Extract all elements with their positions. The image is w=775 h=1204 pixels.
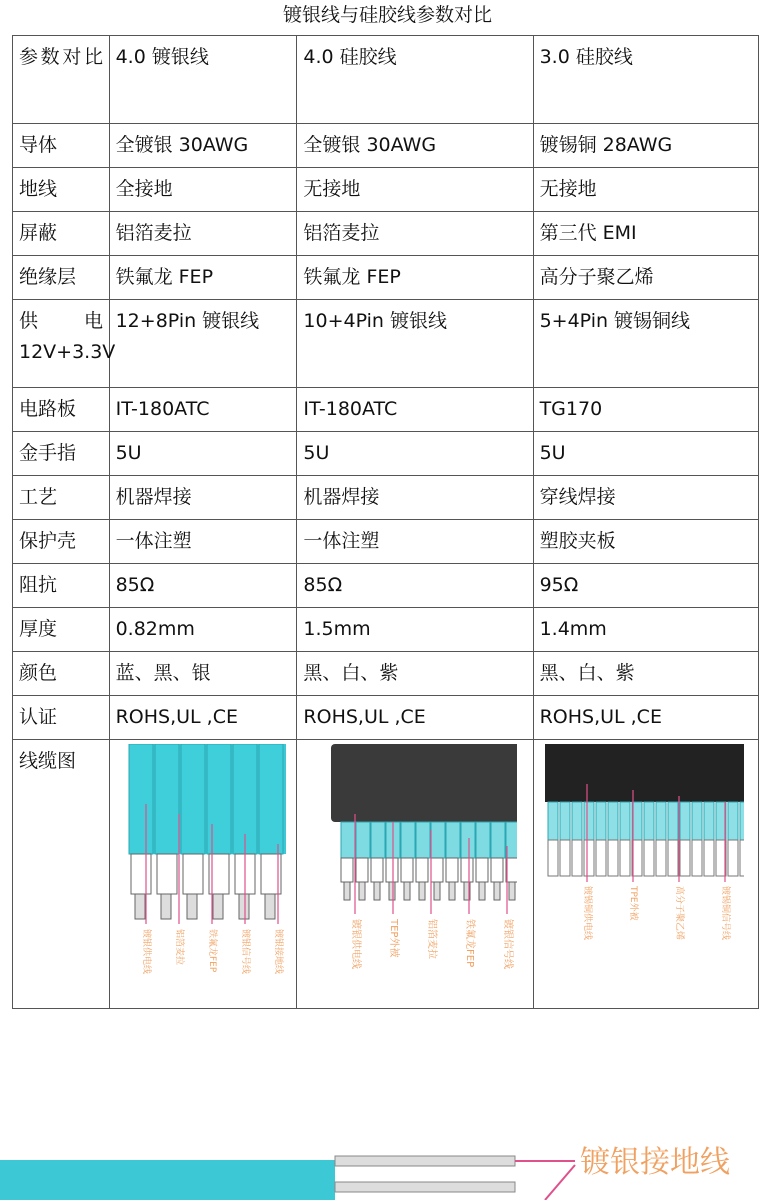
wire-insulation xyxy=(560,840,570,876)
wire-core xyxy=(419,882,425,900)
wire-strip xyxy=(506,822,517,858)
row-value-col2: 85Ω xyxy=(297,564,533,608)
wire-insulation xyxy=(431,858,443,882)
bottom-cable-closeup xyxy=(0,1120,775,1200)
row-value-col1: 5U xyxy=(109,432,297,476)
bottom-label: 镀银接地线 xyxy=(580,1145,730,1180)
row-value-col3: 95Ω xyxy=(533,564,758,608)
row-value-col3: 塑胶夹板 xyxy=(533,520,758,564)
wire-strip xyxy=(572,802,582,840)
wire-strip xyxy=(548,802,558,840)
cable-image-2 xyxy=(297,740,533,1009)
row-value-col2: IT-180ATC xyxy=(297,388,533,432)
cable-image-row xyxy=(13,740,759,1009)
wire-core xyxy=(389,882,395,900)
row-value-col1: 全接地 xyxy=(109,168,297,212)
wire-strip xyxy=(207,744,231,854)
wire-strip xyxy=(596,802,606,840)
cable-label: 镀银信号线 xyxy=(239,929,250,975)
row-label: 保护壳 xyxy=(13,520,110,564)
wire-insulation xyxy=(608,840,618,876)
table-row xyxy=(13,256,759,300)
row-value-col3: 穿线焊接 xyxy=(533,476,758,520)
table-row xyxy=(13,652,759,696)
table-row xyxy=(13,432,759,476)
table-row xyxy=(13,168,759,212)
wire-strip xyxy=(728,802,738,840)
row-label: 电路板 xyxy=(13,388,110,432)
cable-image-1 xyxy=(109,740,297,1009)
cable-row-label: 线缆图 xyxy=(13,740,110,1009)
wire-strip xyxy=(371,822,385,858)
row-label-line2: 12V+3.3V xyxy=(19,341,116,363)
wire-strip xyxy=(181,744,205,854)
wire-insulation xyxy=(644,840,654,876)
table-row xyxy=(13,564,759,608)
wire-insulation xyxy=(596,840,606,876)
cable-label: 铝箔麦拉 xyxy=(426,919,438,959)
page-title: 镀银线与硅胶线参数对比 xyxy=(282,4,492,26)
wire-core xyxy=(135,894,145,919)
cable-label: 镀银供电线 xyxy=(140,929,151,975)
row-value-col1: 85Ω xyxy=(109,564,297,608)
row-value-col3: 5U xyxy=(533,432,758,476)
wire-insulation xyxy=(506,858,517,882)
wire-strip xyxy=(740,802,744,840)
wire-strip xyxy=(491,822,505,858)
wire-core xyxy=(449,882,455,900)
wire-strip xyxy=(476,822,490,858)
comparison-table xyxy=(12,35,759,1009)
row-value-col1: IT-180ATC xyxy=(109,388,297,432)
wire-insulation xyxy=(740,840,744,876)
wire-insulation xyxy=(491,858,503,882)
row-value-col3: 1.4mm xyxy=(533,608,758,652)
table-row xyxy=(13,520,759,564)
row-value-col3: 黑、白、紫 xyxy=(533,652,758,696)
wire-core xyxy=(509,882,515,900)
row-value-col2: 铝箔麦拉 xyxy=(297,212,533,256)
table-row xyxy=(13,388,759,432)
wire-strip xyxy=(560,802,570,840)
row-value-col1: 机器焊接 xyxy=(109,476,297,520)
wire-insulation xyxy=(572,840,582,876)
wire-strip xyxy=(259,744,283,854)
wire-insulation xyxy=(371,858,383,882)
wire-insulation xyxy=(341,858,353,882)
cable-label: 铁氟龙FEP xyxy=(206,929,217,973)
wire-strip xyxy=(129,744,153,854)
row-value-col1: 铝箔麦拉 xyxy=(109,212,297,256)
cable-label: 镀锡铜信号线 xyxy=(719,886,730,941)
wire-insulation xyxy=(692,840,702,876)
cable-ribbon xyxy=(0,1160,335,1200)
row-value-col3: ROHS,UL ,CE xyxy=(533,696,758,740)
cable-jacket xyxy=(331,744,517,822)
wire-insulation xyxy=(131,854,151,894)
row-value-col1: 铁氟龙 FEP xyxy=(109,256,297,300)
pointer-line xyxy=(545,1165,575,1200)
cable-image-3 xyxy=(533,740,758,1009)
row-value-col2: 黑、白、紫 xyxy=(297,652,533,696)
cable-label: 铁氟龙FEP xyxy=(464,919,476,968)
wire-core xyxy=(374,882,380,900)
table-row xyxy=(13,696,759,740)
row-label: 认证 xyxy=(13,696,110,740)
row-value-col3: TG170 xyxy=(533,388,758,432)
row-value-col3: 高分子聚乙烯 xyxy=(533,256,758,300)
row-value-col1: 蓝、黑、银 xyxy=(109,652,297,696)
wire-strip xyxy=(680,802,690,840)
wire-insulation xyxy=(446,858,458,882)
wire-insulation xyxy=(680,840,690,876)
row-value-col2: 1.5mm xyxy=(297,608,533,652)
row-label: 颜色 xyxy=(13,652,110,696)
wire-strip xyxy=(620,802,630,840)
wire-strip xyxy=(608,802,618,840)
table-row xyxy=(13,608,759,652)
header-col2: 4.0 硅胶线 xyxy=(297,36,533,124)
silicone-cable-4-diagram xyxy=(303,744,517,994)
wire-strip xyxy=(401,822,415,858)
row-value-col2: ROHS,UL ,CE xyxy=(297,696,533,740)
row-value-col2: 铁氟龙 FEP xyxy=(297,256,533,300)
wire-insulation xyxy=(335,1156,515,1166)
wire-insulation xyxy=(461,858,473,882)
wire-strip xyxy=(431,822,445,858)
wire-insulation xyxy=(416,858,428,882)
wire-core xyxy=(344,882,350,900)
row-value-col2: 5U xyxy=(297,432,533,476)
wire-insulation xyxy=(183,854,203,894)
header-param: 参数对比 xyxy=(13,36,110,124)
row-label: 阻抗 xyxy=(13,564,110,608)
row-label xyxy=(13,300,116,388)
wire-strip xyxy=(668,802,678,840)
cable-label: 镀银接地线 xyxy=(272,929,283,975)
row-label: 工艺 xyxy=(13,476,110,520)
row-label: 地线 xyxy=(13,168,110,212)
row-value-col3: 无接地 xyxy=(533,168,758,212)
cable-label: 镀锡铜供电线 xyxy=(581,886,592,941)
header-col3: 3.0 硅胶线 xyxy=(533,36,758,124)
row-value-col2: 无接地 xyxy=(297,168,533,212)
wire-insulation xyxy=(584,840,594,876)
wire-core xyxy=(239,894,249,919)
wire-core xyxy=(265,894,275,919)
wire-insulation xyxy=(728,840,738,876)
row-value-col2: 机器焊接 xyxy=(297,476,533,520)
wire-insulation xyxy=(656,840,666,876)
row-label-line1: 供 电 xyxy=(19,310,103,332)
cable-label: TEP外被 xyxy=(388,919,400,958)
cable-label: 铝箔麦拉 xyxy=(173,929,184,966)
wire-insulation xyxy=(620,840,630,876)
row-value-col3: 镀锡铜 28AWG xyxy=(533,124,758,168)
table-row xyxy=(13,300,759,388)
wire-strip xyxy=(155,744,179,854)
wire-strip xyxy=(584,802,594,840)
wire-insulation xyxy=(335,1182,515,1192)
wire-core xyxy=(161,894,171,919)
row-label: 金手指 xyxy=(13,432,110,476)
row-value-col1: 0.82mm xyxy=(109,608,297,652)
wire-core xyxy=(434,882,440,900)
wire-core xyxy=(187,894,197,919)
cable-label: 镀银信号线 xyxy=(502,919,514,969)
header-col1: 4.0 镀银线 xyxy=(109,36,297,124)
row-label: 厚度 xyxy=(13,608,110,652)
wire-core xyxy=(404,882,410,900)
row-value-col2: 一体注塑 xyxy=(297,520,533,564)
row-value-col2: 10+4Pin 镀银线 xyxy=(297,300,533,388)
wire-strip xyxy=(356,822,370,858)
wire-insulation xyxy=(386,858,398,882)
wire-core xyxy=(479,882,485,900)
row-value-col1: 一体注塑 xyxy=(109,520,297,564)
wire-insulation xyxy=(356,858,368,882)
row-label: 屏蔽 xyxy=(13,212,110,256)
wire-insulation xyxy=(401,858,413,882)
wire-strip xyxy=(656,802,666,840)
cable-label: TPE外被 xyxy=(627,886,638,921)
row-value-col1: 全镀银 30AWG xyxy=(109,124,297,168)
table-row xyxy=(13,212,759,256)
wire-strip xyxy=(416,822,430,858)
wire-core xyxy=(213,894,223,919)
table-row xyxy=(13,124,759,168)
row-value-col3: 5+4Pin 镀锡铜线 xyxy=(533,300,758,388)
row-value-col1: ROHS,UL ,CE xyxy=(109,696,297,740)
wire-core xyxy=(359,882,365,900)
wire-insulation xyxy=(476,858,488,882)
silver-cable-diagram xyxy=(116,744,286,994)
wire-strip xyxy=(461,822,475,858)
cable-jacket xyxy=(545,744,744,802)
table-header-row xyxy=(13,36,759,124)
wire-insulation xyxy=(157,854,177,894)
wire-strip xyxy=(644,802,654,840)
table-row xyxy=(13,476,759,520)
wire-strip xyxy=(341,822,355,858)
row-label: 绝缘层 xyxy=(13,256,110,300)
row-value-col1: 12+8Pin 镀银线 xyxy=(109,300,297,388)
row-value-col3: 第三代 EMI xyxy=(533,212,758,256)
wire-insulation xyxy=(548,840,558,876)
wire-strip xyxy=(692,802,702,840)
row-value-col2: 全镀银 30AWG xyxy=(297,124,533,168)
wire-insulation xyxy=(704,840,714,876)
wire-strip xyxy=(446,822,460,858)
cable-label: 镀银供电线 xyxy=(350,919,362,969)
row-label: 导体 xyxy=(13,124,110,168)
wire-insulation xyxy=(668,840,678,876)
silicone-cable-3-diagram xyxy=(540,744,744,994)
cable-label: 高分子聚乙烯 xyxy=(673,886,684,941)
wire-strip xyxy=(704,802,714,840)
wire-core xyxy=(494,882,500,900)
